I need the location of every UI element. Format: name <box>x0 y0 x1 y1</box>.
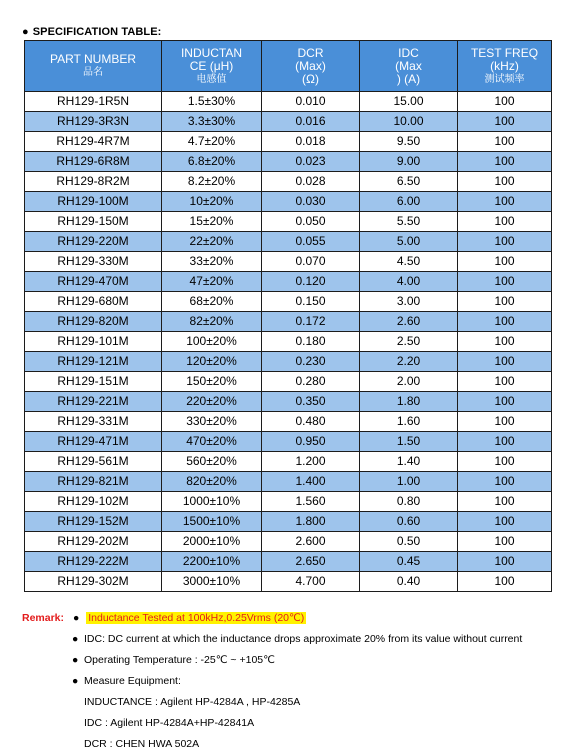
table-row <box>25 232 552 252</box>
idc-cell: 4.50 <box>360 252 458 272</box>
test-freq-cell: 100 <box>458 412 552 432</box>
bullet-icon: ● <box>72 612 80 624</box>
dcr-cell: 1.400 <box>262 472 360 492</box>
table-row <box>25 572 552 592</box>
idc-cell: 3.00 <box>360 292 458 312</box>
dcr-cell: 0.230 <box>262 352 360 372</box>
remark-item <box>72 654 275 666</box>
test-freq-cell: 100 <box>458 512 552 532</box>
idc-cell: 2.60 <box>360 312 458 332</box>
table-row <box>25 532 552 552</box>
test-freq-cell: 100 <box>458 212 552 232</box>
table-row <box>25 312 552 332</box>
table-header-row <box>25 41 552 92</box>
part-number-cell: RH129-101M <box>25 332 162 352</box>
table-row <box>25 252 552 272</box>
part-number-cell: RH129-220M <box>25 232 162 252</box>
part-number-cell: RH129-100M <box>25 192 162 212</box>
inductance-cell: 47±20% <box>162 272 262 292</box>
test-freq-cell: 100 <box>458 152 552 172</box>
inductance-cell: 2000±10% <box>162 532 262 552</box>
test-freq-cell: 100 <box>458 452 552 472</box>
test-freq-cell: 100 <box>458 292 552 312</box>
part-number-cell: RH129-222M <box>25 552 162 572</box>
table-row <box>25 192 552 212</box>
idc-cell: 4.00 <box>360 272 458 292</box>
table-row <box>25 412 552 432</box>
dcr-cell: 0.480 <box>262 412 360 432</box>
test-freq-cell: 100 <box>458 372 552 392</box>
idc-cell: 5.00 <box>360 232 458 252</box>
part-number-cell: RH129-302M <box>25 572 162 592</box>
inductance-cell: 1.5±30% <box>162 92 262 112</box>
inductance-cell: 150±20% <box>162 372 262 392</box>
dcr-cell: 0.280 <box>262 372 360 392</box>
part-number-cell: RH129-471M <box>25 432 162 452</box>
idc-cell: 15.00 <box>360 92 458 112</box>
table-row <box>25 212 552 232</box>
test-freq-cell: 100 <box>458 312 552 332</box>
part-number-cell: RH129-6R8M <box>25 152 162 172</box>
table-row <box>25 372 552 392</box>
inductance-cell: 120±20% <box>162 352 262 372</box>
inductance-cell: 330±20% <box>162 412 262 432</box>
dcr-cell: 0.950 <box>262 432 360 452</box>
table-row <box>25 552 552 572</box>
dcr-cell: 0.150 <box>262 292 360 312</box>
inductance-cell: 3000±10% <box>162 572 262 592</box>
remark-item <box>22 612 306 624</box>
remark-item <box>72 675 181 687</box>
inductance-cell: 68±20% <box>162 292 262 312</box>
bullet-icon: ● <box>72 675 79 687</box>
idc-cell: 1.60 <box>360 412 458 432</box>
test-freq-cell: 100 <box>458 192 552 212</box>
remark-text: IDC: DC current at which the inductance drops approximate 20% from its value without current <box>84 633 523 645</box>
inductance-cell: 2200±10% <box>162 552 262 572</box>
part-number-cell: RH129-820M <box>25 312 162 332</box>
dcr-cell: 0.350 <box>262 392 360 412</box>
table-row <box>25 172 552 192</box>
equipment-line: DCR : CHEN HWA 502A <box>84 738 200 750</box>
table-row <box>25 352 552 372</box>
dcr-cell: 0.055 <box>262 232 360 252</box>
idc-cell: 0.60 <box>360 512 458 532</box>
header-dcr: DCR (Max) (Ω) <box>262 41 360 92</box>
test-freq-cell: 100 <box>458 232 552 252</box>
idc-cell: 1.50 <box>360 432 458 452</box>
part-number-cell: RH129-221M <box>25 392 162 412</box>
dcr-cell: 2.600 <box>262 532 360 552</box>
dcr-cell: 0.016 <box>262 112 360 132</box>
dcr-cell: 0.180 <box>262 332 360 352</box>
test-freq-cell: 100 <box>458 432 552 452</box>
header-inductance: INDUCTAN CE (μH) 电感值 <box>162 41 262 92</box>
dcr-cell: 1.800 <box>262 512 360 532</box>
remark-text: Inductance Tested at 100kHz,0.25Vrms (20℃) <box>88 612 305 624</box>
part-number-cell: RH129-470M <box>25 272 162 292</box>
inductance-cell: 220±20% <box>162 392 262 412</box>
idc-cell: 0.40 <box>360 572 458 592</box>
part-number-cell: RH129-330M <box>25 252 162 272</box>
dcr-cell: 1.560 <box>262 492 360 512</box>
inductance-cell: 560±20% <box>162 452 262 472</box>
remark-text: Operating Temperature : -25℃ ~ +105℃ <box>84 654 275 666</box>
part-number-cell: RH129-152M <box>25 512 162 532</box>
dcr-cell: 2.650 <box>262 552 360 572</box>
test-freq-cell: 100 <box>458 392 552 412</box>
part-number-cell: RH129-151M <box>25 372 162 392</box>
table-row <box>25 472 552 492</box>
table-row <box>25 512 552 532</box>
table-row <box>25 112 552 132</box>
inductance-cell: 8.2±20% <box>162 172 262 192</box>
dcr-cell: 0.172 <box>262 312 360 332</box>
part-number-cell: RH129-3R3N <box>25 112 162 132</box>
part-number-cell: RH129-331M <box>25 412 162 432</box>
test-freq-cell: 100 <box>458 552 552 572</box>
specification-table <box>24 40 552 592</box>
test-freq-cell: 100 <box>458 112 552 132</box>
remark-text: Measure Equipment: <box>84 675 181 687</box>
part-number-cell: RH129-1R5N <box>25 92 162 112</box>
test-freq-cell: 100 <box>458 272 552 292</box>
part-number-cell: RH129-4R7M <box>25 132 162 152</box>
section-title-text: SPECIFICATION TABLE: <box>32 26 162 38</box>
test-freq-cell: 100 <box>458 172 552 192</box>
header-idc: IDC (Max ) (A) <box>360 41 458 92</box>
inductance-cell: 820±20% <box>162 472 262 492</box>
bullet-icon: ● <box>72 633 79 645</box>
idc-cell: 2.50 <box>360 332 458 352</box>
idc-cell: 6.50 <box>360 172 458 192</box>
idc-cell: 2.20 <box>360 352 458 372</box>
part-number-cell: RH129-121M <box>25 352 162 372</box>
inductance-cell: 15±20% <box>162 212 262 232</box>
part-number-cell: RH129-821M <box>25 472 162 492</box>
inductance-cell: 470±20% <box>162 432 262 452</box>
test-freq-cell: 100 <box>458 92 552 112</box>
part-number-cell: RH129-202M <box>25 532 162 552</box>
inductance-cell: 100±20% <box>162 332 262 352</box>
equipment-line: INDUCTANCE : Agilent HP-4284A , HP-4285A <box>84 696 301 708</box>
table-row <box>25 392 552 412</box>
dcr-cell: 0.023 <box>262 152 360 172</box>
idc-cell: 2.00 <box>360 372 458 392</box>
test-freq-cell: 100 <box>458 492 552 512</box>
bullet-icon: ● <box>72 654 79 666</box>
dcr-cell: 0.018 <box>262 132 360 152</box>
part-number-cell: RH129-150M <box>25 212 162 232</box>
table-row <box>25 432 552 452</box>
idc-cell: 0.50 <box>360 532 458 552</box>
part-number-cell: RH129-8R2M <box>25 172 162 192</box>
table-row <box>25 152 552 172</box>
table-row <box>25 452 552 472</box>
table-row <box>25 92 552 112</box>
dcr-cell: 0.010 <box>262 92 360 112</box>
dcr-cell: 0.050 <box>262 212 360 232</box>
dcr-cell: 0.030 <box>262 192 360 212</box>
section-title <box>22 26 161 38</box>
remark-label: Remark: <box>22 612 65 624</box>
table-row <box>25 272 552 292</box>
dcr-cell: 4.700 <box>262 572 360 592</box>
inductance-cell: 10±20% <box>162 192 262 212</box>
bullet-icon: ● <box>22 26 29 38</box>
test-freq-cell: 100 <box>458 352 552 372</box>
test-freq-cell: 100 <box>458 252 552 272</box>
test-freq-cell: 100 <box>458 132 552 152</box>
table-row <box>25 492 552 512</box>
equipment-line: IDC : Agilent HP-4284A+HP-42841A <box>84 717 255 729</box>
inductance-cell: 6.8±20% <box>162 152 262 172</box>
table-row <box>25 332 552 352</box>
inductance-cell: 82±20% <box>162 312 262 332</box>
inductance-cell: 4.7±20% <box>162 132 262 152</box>
test-freq-cell: 100 <box>458 332 552 352</box>
idc-cell: 6.00 <box>360 192 458 212</box>
test-freq-cell: 100 <box>458 572 552 592</box>
inductance-cell: 1000±10% <box>162 492 262 512</box>
idc-cell: 10.00 <box>360 112 458 132</box>
idc-cell: 1.40 <box>360 452 458 472</box>
test-freq-cell: 100 <box>458 532 552 552</box>
test-freq-cell: 100 <box>458 472 552 492</box>
dcr-cell: 0.070 <box>262 252 360 272</box>
idc-cell: 9.00 <box>360 152 458 172</box>
idc-cell: 0.45 <box>360 552 458 572</box>
header-part-number: PART NUMBER 品名 <box>25 41 162 92</box>
table-row <box>25 292 552 312</box>
table-row <box>25 132 552 152</box>
inductance-cell: 1500±10% <box>162 512 262 532</box>
header-test-freq: TEST FREQ (kHz) 测试频率 <box>458 41 552 92</box>
idc-cell: 0.80 <box>360 492 458 512</box>
part-number-cell: RH129-102M <box>25 492 162 512</box>
idc-cell: 9.50 <box>360 132 458 152</box>
dcr-cell: 1.200 <box>262 452 360 472</box>
dcr-cell: 0.120 <box>262 272 360 292</box>
remark-item <box>72 633 522 645</box>
part-number-cell: RH129-680M <box>25 292 162 312</box>
idc-cell: 5.50 <box>360 212 458 232</box>
idc-cell: 1.80 <box>360 392 458 412</box>
inductance-cell: 22±20% <box>162 232 262 252</box>
inductance-cell: 33±20% <box>162 252 262 272</box>
idc-cell: 1.00 <box>360 472 458 492</box>
inductance-cell: 3.3±30% <box>162 112 262 132</box>
part-number-cell: RH129-561M <box>25 452 162 472</box>
dcr-cell: 0.028 <box>262 172 360 192</box>
table-body <box>25 92 552 592</box>
